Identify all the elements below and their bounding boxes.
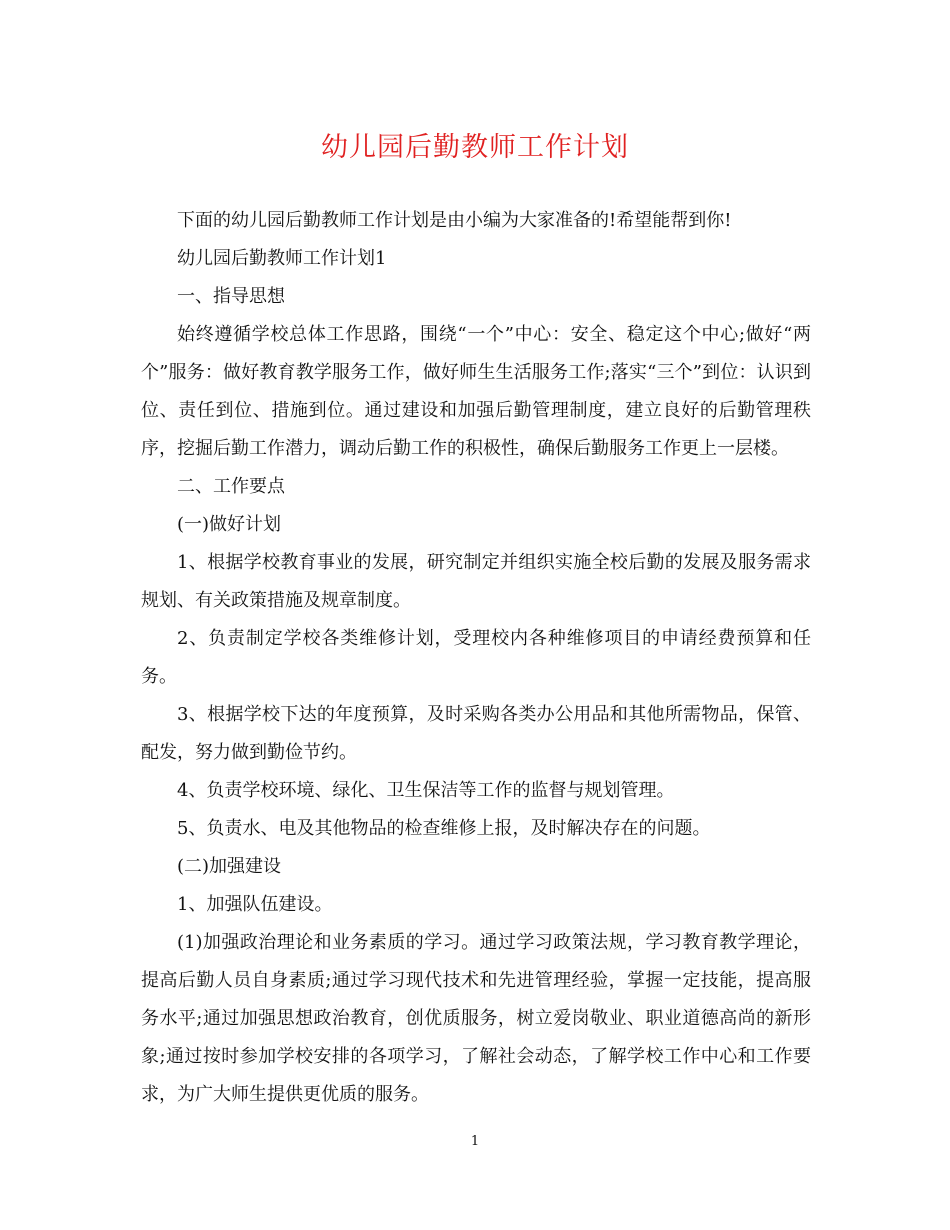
list-item-team-building: 1、加强队伍建设。 xyxy=(177,894,333,915)
list-item-1: 1、根据学校教育事业的发展，研究制定并组织实施全校后勤的发展及服务需求规划、有关政策措施及规章制度。 xyxy=(141,552,811,611)
section-heading-work-points: 二、工作要点 xyxy=(177,476,285,497)
list-item-2: 2、负责制定学校各类维修计划，受理校内各种维修项目的申请经费预算和任务。 xyxy=(141,628,811,687)
document-body xyxy=(141,202,811,1114)
subsection-heading-construction: (二)加强建设 xyxy=(177,856,282,877)
section-heading-guiding-thought: 一、指导思想 xyxy=(177,286,285,307)
list-item-3: 3、根据学校下达的年度预算，及时采购各类办公用品和其他所需物品，保管、配发，努力做到勤俭节约。 xyxy=(141,704,811,763)
page-number: 1 xyxy=(470,1134,480,1149)
paragraph-plan-heading: 幼儿园后勤教师工作计划1 xyxy=(177,248,387,269)
paragraph-guiding-thought: 始终遵循学校总体工作思路，围绕“一个”中心：安全、稳定这个中心;做好“两个”服务：做好教育教学服务工作，做好师生生活服务工作;落实“三个”到位：认识到位、责任到位、措施到位。通过建设和加强后勤管理制度，建立良好的后勤管理秩序，挖掘后勤工作潜力，调动后勤工作的积极性，确保后勤服务工作更上一层楼。 xyxy=(141,324,811,459)
paragraph-intro: 下面的幼儿园后勤教师工作计划是由小编为大家准备的!希望能帮到你! xyxy=(177,210,732,231)
subsection-heading-planning: (一)做好计划 xyxy=(177,514,282,535)
document-title: 幼儿园后勤教师工作计划 xyxy=(321,132,629,163)
list-item-5: 5、负责水、电及其他物品的检查维修上报，及时解决存在的问题。 xyxy=(177,818,711,839)
paragraph-political-study: (1)加强政治理论和业务素质的学习。通过学习政策法规，学习教育教学理论，提高后勤人员自身素质;通过学习现代技术和先进管理经验，掌握一定技能，提高服务水平;通过加强思想政治教育，创优质服务，树立爱岗敬业、职业道德高尚的新形象;通过按时参加学校安排的各项学习，了解社会动态，了解学校工作中心和工作要求，为广大师生提供更优质的服务。 xyxy=(141,932,811,1105)
list-item-4: 4、负责学校环境、绿化、卫生保洁等工作的监督与规划管理。 xyxy=(177,780,675,801)
